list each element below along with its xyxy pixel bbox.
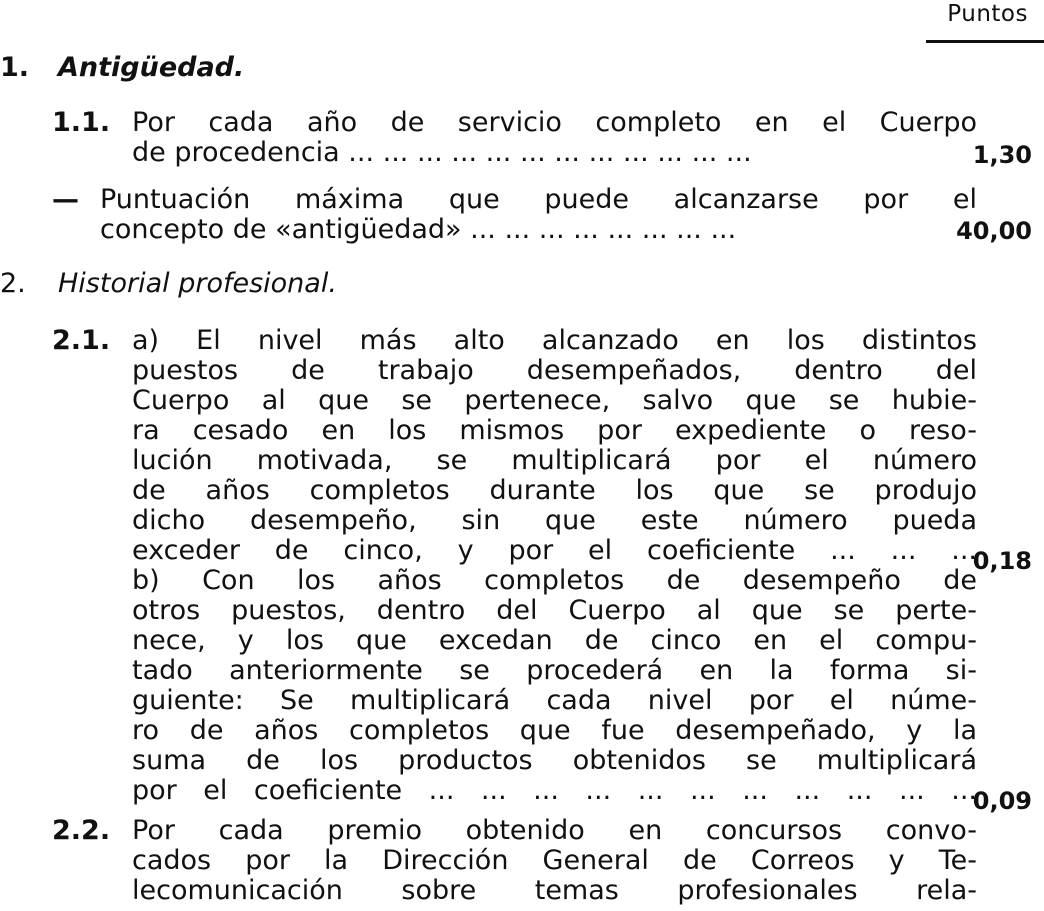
text-line: Por cada premio obtenido en concursos convo- <box>132 815 977 846</box>
section-1-title <box>0 52 244 84</box>
item-2-2-label: 2.2. <box>52 815 111 846</box>
points-2-1-b: 0,09 <box>972 787 1032 815</box>
text-line: lución motivada, se multiplicará por el número <box>132 445 977 476</box>
section-2-number: 2. <box>0 268 26 299</box>
item-max-text <box>100 185 977 245</box>
item-2-2-text <box>132 816 977 906</box>
text-line: lecomunicación sobre temas profesionales rela- <box>132 875 977 906</box>
item-2-1-text <box>132 326 977 806</box>
text-line: cados por la Dirección General de Correos y Te- <box>132 845 977 876</box>
text-line: b) Con los años completos de desempeño de <box>132 565 977 596</box>
text-line: guiente: Se multiplicará cada nivel por el núme- <box>132 685 977 716</box>
text-line: exceder de cinco, y por el coeficiente ... ... ... <box>132 535 977 566</box>
text-line: ro de años completos que fue desempeñado, y la <box>132 715 977 746</box>
section-2-heading: Historial profesional. <box>58 268 337 299</box>
text-line: a) El nivel más alto alcanzado en los distintos <box>132 325 977 356</box>
text-line: dicho desempeño, sin que este número pueda <box>132 505 977 536</box>
text-line: suma de los productos obtenidos se multiplicará <box>132 745 977 776</box>
points-max: 40,00 <box>956 217 1032 245</box>
item-max-score <box>52 185 1044 245</box>
section-1-heading: Antigüedad. <box>58 52 245 83</box>
text-line: Puntuación máxima que puede alcanzarse por el <box>100 184 977 215</box>
header-rule <box>926 40 1044 43</box>
text-line: Cuerpo al que se pertenece, salvo que se hubie- <box>132 385 977 416</box>
section-2-title <box>0 268 337 300</box>
item-2-1-label: 2.1. <box>52 325 111 356</box>
text-line: nece, y los que excedan de cinco en el compu- <box>132 625 977 656</box>
item-2-1 <box>52 326 1044 811</box>
points-2-1-a: 0,18 <box>972 547 1032 575</box>
item-max-dash: — <box>52 184 79 215</box>
text-line: tado anteriormente se procederá en la forma si- <box>132 655 977 686</box>
text-line: Por cada año de servicio completo en el Cuerpo <box>132 107 977 138</box>
text-line: de procedencia ... ... ... ... ... ... ... ... ... ... ... ... <box>132 137 752 168</box>
text-line: otros puestos, dentro del Cuerpo al que se perte- <box>132 595 977 626</box>
text-line: por el coeficiente ... ... ... ... ... ... ... ... ... ... ... <box>132 775 977 806</box>
points-1-1: 1,30 <box>972 141 1032 169</box>
item-1-1-text <box>132 108 977 168</box>
text-line: ra cesado en los mismos por expediente o reso- <box>132 415 977 446</box>
section-1-number: 1. <box>0 52 30 83</box>
item-1-1-label: 1.1. <box>52 107 111 138</box>
points-column-header: Puntos <box>947 1 1028 27</box>
item-1-1 <box>52 108 1044 168</box>
item-2-2 <box>52 816 1044 911</box>
text-line: concepto de «antigüedad» ... ... ... ... ... ... ... ... <box>100 214 737 245</box>
text-line: de años completos durante los que se produjo <box>132 475 977 506</box>
text-line: puestos de trabajo desempeñados, dentro del <box>132 355 977 386</box>
